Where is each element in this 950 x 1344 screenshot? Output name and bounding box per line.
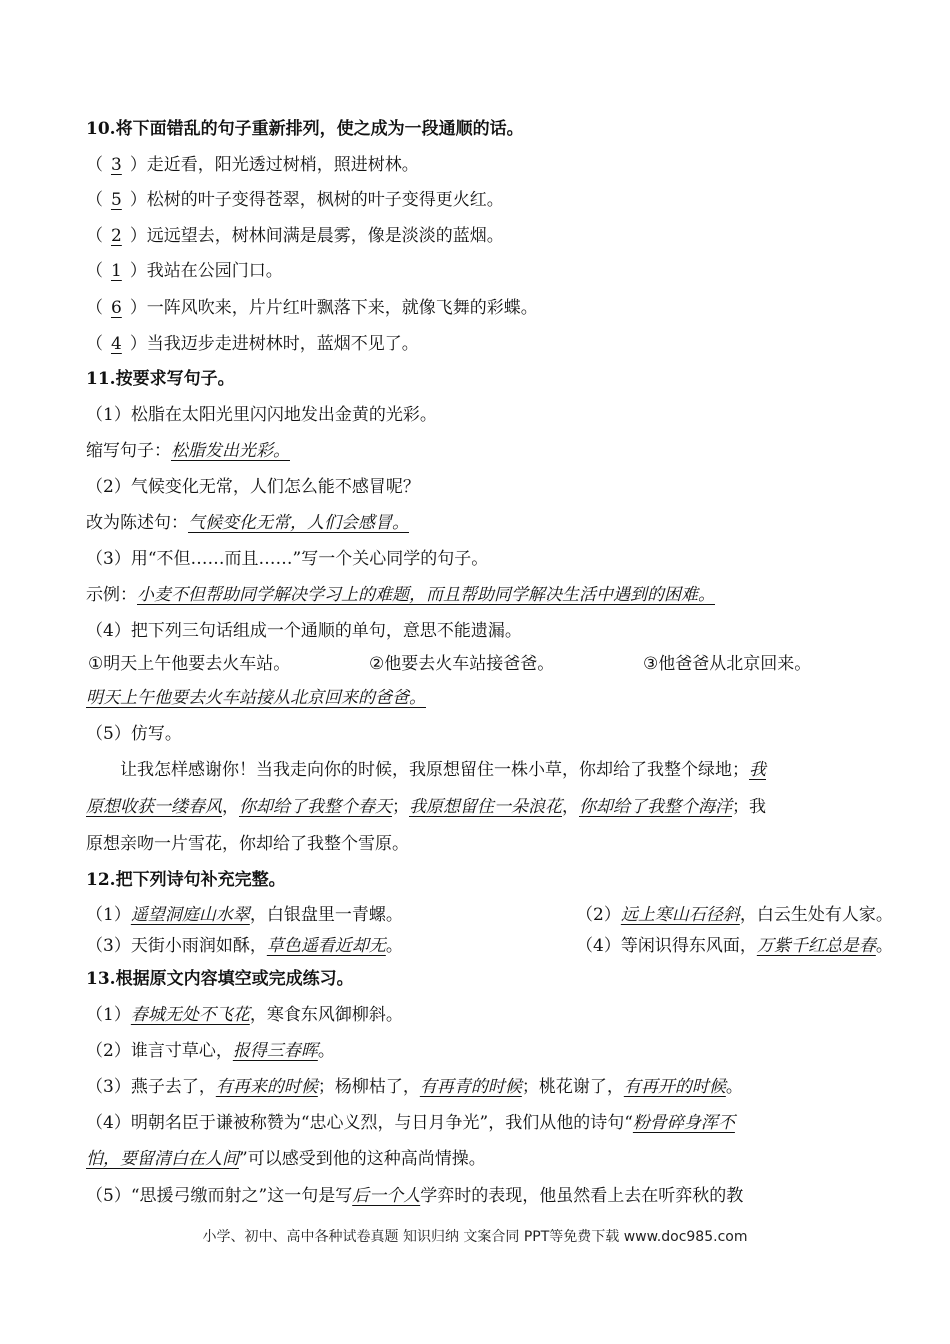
text: ，寒食东风御柳斜。 <box>249 1005 403 1025</box>
q11-s4-answer-line <box>86 686 876 710</box>
order-number: 1 <box>110 261 122 281</box>
text: （3）燕子去了， <box>86 1077 216 1097</box>
text: ，白银盘里一青螺。 <box>249 905 403 925</box>
poem-1 <box>86 905 403 925</box>
answer: 松脂发出光彩。 <box>171 441 290 461</box>
order-number: 4 <box>110 334 122 354</box>
q10-item: （ 5 ）松树的叶子变得苍翠，枫树的叶子变得更火红。 <box>86 190 504 210</box>
text: （5）“思援弓缴而射之”这一句是写 <box>86 1186 353 1206</box>
text: （2） <box>576 905 621 925</box>
label: 改为陈述句： <box>86 513 188 533</box>
item-text: ）我站在公园门口。 <box>129 261 283 281</box>
answer: 粉骨碎身浑不 <box>632 1113 735 1133</box>
text: 学弈时的表现，他虽然看上去在听弈秋的教 <box>420 1186 744 1206</box>
sentence-3: ③他爸爸从北京回来。 <box>643 654 812 674</box>
text: （4）等闲识得东风面， <box>576 936 757 956</box>
q13-title: 13.根据原文内容填空或完成练习。 <box>86 969 354 989</box>
sentence-2: ②他要去火车站接爸爸。 <box>369 654 555 674</box>
answer: 后一个人 <box>352 1186 421 1206</box>
q13-b4-line-2 <box>86 1147 876 1171</box>
q12-row-2 <box>86 934 893 958</box>
item-text: ）当我迈步走进树林时，蓝烟不见了。 <box>129 334 419 354</box>
q13-b2 <box>86 1039 876 1063</box>
poem-2 <box>576 903 893 927</box>
q11-s3-answer-line <box>86 583 876 607</box>
q10-title: 10.将下面错乱的句子重新排列，使之成为一段通顺的话。 <box>86 119 524 139</box>
answer: 你却给了我整个海洋 <box>579 797 732 817</box>
order-number: 2 <box>110 226 122 246</box>
q12-title: 12.把下列诗句补充完整。 <box>86 870 286 890</box>
answer: 明天上午他要去火车站接从北京回来的爸爸。 <box>86 688 426 708</box>
text: ；桃花谢了， <box>521 1077 624 1097</box>
order-number: 5 <box>110 190 122 210</box>
answer: 报得三春晖 <box>232 1041 318 1061</box>
text: ，白云生处有人家。 <box>739 905 893 925</box>
answer: 你却给了我整个春天 <box>239 797 392 817</box>
label: 示例： <box>86 585 137 605</box>
text: ， <box>222 797 239 817</box>
q11-s2: （2）气候变化无常，人们怎么能不感冒呢？ <box>86 477 420 497</box>
q11-s1: （1）松脂在太阳光里闪闪地发出金黄的光彩。 <box>86 405 437 425</box>
answer: 万紫千红总是春 <box>756 936 876 956</box>
text: 。 <box>725 1077 743 1097</box>
order-number: 6 <box>110 298 122 318</box>
answer: 我原想留住一朵浪花 <box>409 797 562 817</box>
answer: 遥望洞庭山水翠 <box>130 905 250 925</box>
answer: 原想收获一缕春风 <box>86 797 222 817</box>
answer: 我 <box>749 760 766 780</box>
text: 。 <box>875 936 893 956</box>
text: （1） <box>86 905 131 925</box>
text: 让我怎样感谢你！当我走向你的时候，我原想留住一株小草，你却给了我整个绿地； <box>120 760 749 780</box>
q11-s1-answer-line <box>86 439 876 463</box>
q10-item: （ 2 ）远远望去，树林间满是晨雾，像是淡淡的蓝烟。 <box>86 226 504 246</box>
text: ；我 <box>732 797 766 817</box>
q10-item: （ 1 ）我站在公园门口。 <box>86 261 283 281</box>
text: ；杨柳枯了， <box>317 1077 420 1097</box>
text: （3）天街小雨润如酥， <box>86 936 267 956</box>
item-text: ）走近看，阳光透过树梢，照进树林。 <box>129 155 419 175</box>
answer: 有再来的时候 <box>215 1077 318 1097</box>
text: 。 <box>385 936 403 956</box>
q10-item: （ 6 ）一阵风吹来，片片红叶飘落下来，就像飞舞的彩蝶。 <box>86 298 538 318</box>
q13-b5 <box>86 1184 876 1208</box>
answer: 气候变化无常，人们会感冒。 <box>188 513 409 533</box>
q11-title: 11.按要求写句子。 <box>86 369 235 389</box>
text: （2）谁言寸草心， <box>86 1041 233 1061</box>
order-number: 3 <box>110 155 122 175</box>
page-footer: 小学、初中、高中各种试卷真题 知识归纳 文案合同 PPT等免费下载 www.doc985.com <box>202 1229 748 1245</box>
label: 缩写句子： <box>86 441 171 461</box>
q11-s5: （5）仿写。 <box>86 724 182 744</box>
text: （4）明朝名臣于谦被称赞为“忠心义烈，与日月争光”，我们从他的诗句“ <box>86 1113 633 1133</box>
q10-item: （ 4 ）当我迈步走进树林时，蓝烟不见了。 <box>86 334 419 354</box>
item-text: ）一阵风吹来，片片红叶飘落下来，就像飞舞的彩蝶。 <box>129 298 538 318</box>
item-text: ）松树的叶子变得苍翠，枫树的叶子变得更火红。 <box>129 190 504 210</box>
q11-s4: （4）把下列三句话组成一个通顺的单句，意思不能遗漏。 <box>86 621 522 641</box>
q11-s2-answer-line <box>86 511 876 535</box>
text: ， <box>562 797 579 817</box>
q13-b1 <box>86 1003 876 1027</box>
answer: 小麦不但帮助同学解决学习上的难题，而且帮助同学解决生活中遇到的困难。 <box>137 585 715 605</box>
answer: 怕，要留清白在人间 <box>86 1149 239 1169</box>
answer: 春城无处不飞花 <box>130 1005 250 1025</box>
text: 。 <box>317 1041 335 1061</box>
text: （1） <box>86 1005 131 1025</box>
q12-row-1 <box>86 903 893 927</box>
paragraph-line-3: 原想亲吻一片雪花，你却给了我整个雪原。 <box>86 834 409 854</box>
poem-3 <box>86 936 403 956</box>
answer: 远上寒山石径斜 <box>620 905 740 925</box>
poem-4 <box>576 934 893 958</box>
q10-item: （ 3 ）走近看，阳光透过树梢，照进树林。 <box>86 155 419 175</box>
paragraph-line-1 <box>86 758 876 782</box>
answer: 有再青的时候 <box>419 1077 522 1097</box>
q13-b4-line-1 <box>86 1111 876 1135</box>
paragraph-line-2 <box>86 795 876 819</box>
item-text: ）远远望去，树林间满是晨雾，像是淡淡的蓝烟。 <box>129 226 504 246</box>
answer: 有再开的时候 <box>623 1077 726 1097</box>
text: ； <box>392 797 409 817</box>
q13-b3 <box>86 1075 876 1099</box>
sentence-1: ①明天上午他要去火车站。 <box>88 654 291 674</box>
text: ”可以感受到他的这种高尚情操。 <box>239 1149 486 1169</box>
answer: 草色遥看近却无 <box>266 936 386 956</box>
q11-s3: （3）用“不但……而且……”写一个关心同学的句子。 <box>86 549 489 569</box>
